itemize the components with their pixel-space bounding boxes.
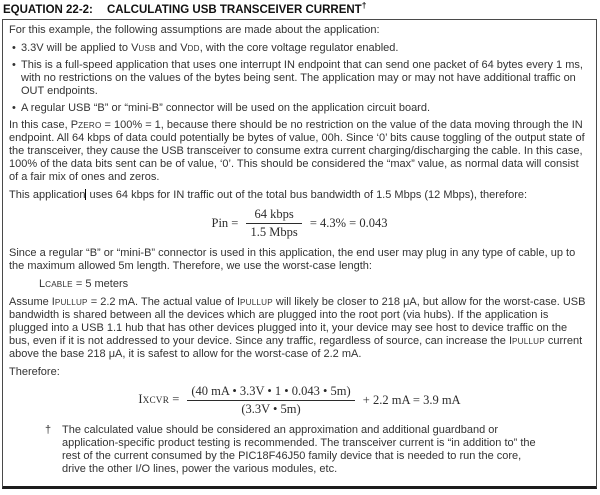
fraction-numerator: 64 kbps — [246, 207, 301, 224]
bullet-fullspeed-text: This is a full-speed application that uses one interrupt IN endpoint that can send one packet of 64 bytes every 1 ms, with no restrictions on the values of the bytes being sent. The application may or may not have additional traffic on OUT endpoints. — [21, 59, 583, 97]
lcable-line: LCABLE = 5 meters — [39, 278, 129, 290]
fraction-denominator: (3.3V • 5m) — [241, 402, 301, 416]
bullet-item-connector — [9, 102, 590, 115]
title-dagger-icon: † — [361, 0, 367, 11]
pzero-paragraph: In this case, PZERO = 100% = 1, because there should be no restriction on the value of the data moving through the IN endpoint. All 64 kbps of data could potentially be bytes of value, 00h. Since ‘0’ bits cause toggling of the output state of the transceiver, they cause the USB transceiver to consume extra current charging/discharging the cable. In this case, 100% of the data bits sent can be of value, ‘0’. This should be considered the “max” value, as normal data will consist of a fair mix of ones and zeros. — [9, 119, 585, 183]
cable-paragraph: Since a regular “B” or “mini-B” connector is used in this application, the end user may plug in any type of cable, up to the maximum allowed 5m length. Therefore, we use the worst-case length: — [9, 247, 576, 272]
fraction-numerator: (40 mA • 3.3V • 1 • 0.043 • 5m) — [187, 384, 354, 401]
equation-box — [2, 19, 597, 489]
footnote-dagger-icon: † — [45, 424, 52, 436]
text-run: This application — [9, 189, 86, 201]
bandwidth-paragraph — [9, 189, 590, 202]
therefore-line: Therefore: — [9, 366, 60, 378]
text-run: uses 64 kbps for IN traffic out of the total bus bandwidth of 1.5 Mbps (12 Mbps), therefore: — [86, 189, 528, 201]
equation-pin-fraction — [246, 207, 301, 240]
intro-paragraph: For this example, the following assumptions are made about the application: — [9, 24, 380, 36]
bullet-icon: • — [12, 42, 16, 54]
equation-number: EQUATION 22-2: — [3, 4, 93, 16]
equation-title — [0, 0, 600, 19]
bullet-connector-text: A regular USB “B” or “mini-B” connector will be used on the application circuit board. — [21, 102, 431, 114]
bullet-item-fullspeed — [9, 59, 590, 98]
bullet-icon: • — [12, 102, 16, 114]
equation-ixcvr-rhs: + 2.2 mA = 3.9 mA — [362, 393, 461, 407]
bullet-item-voltage — [9, 42, 590, 55]
pullup-paragraph: Assume IPULLUP = 2.2 mA. The actual value of IPULLUP will likely be closer to 218 μA, but allow for the worst-case. USB bandwidth is shared between all the devices which are plugged into the root port (via hubs). If the application is plugged into a USB 1.1 hub that has other devices plugged into it, your device may see host to device traffic on the bus, even if it is not addressed to your device. Since any traffic, regardless of source, can increase the IPULLUP current above the base 218 μA, it is safest to allow for the worst-case of 2.2 mA. — [9, 296, 586, 360]
equation-ixcvr — [9, 384, 590, 417]
footnote — [45, 424, 590, 476]
equation-pin-lhs: Pin = — [211, 216, 239, 230]
equation-ixcvr-fraction — [187, 384, 354, 417]
footnote-text: The calculated value should be considered an approximation and additional guardband or application-specific product testing is recommended. The transceiver current is “in addition to” the rest of the current consumed by the PIC18F46J50 family device that is needed to run the core, drive the other I/O lines, power the various modules, etc. — [62, 424, 536, 475]
equation-heading-text: CALCULATING USB TRANSCEIVER CURRENT — [107, 4, 362, 16]
equation-heading — [107, 0, 598, 17]
bullet-icon: • — [12, 59, 16, 71]
equation-ixcvr-lhs: IXCVR = — [138, 392, 180, 406]
equation-pin-rhs: = 4.3% = 0.043 — [309, 216, 388, 230]
bullet-voltage-text: 3.3V will be applied to VUSB and VDD, with the core voltage regulator enabled. — [21, 42, 399, 54]
fraction-denominator: 1.5 Mbps — [250, 225, 298, 239]
equation-pin — [9, 207, 590, 240]
